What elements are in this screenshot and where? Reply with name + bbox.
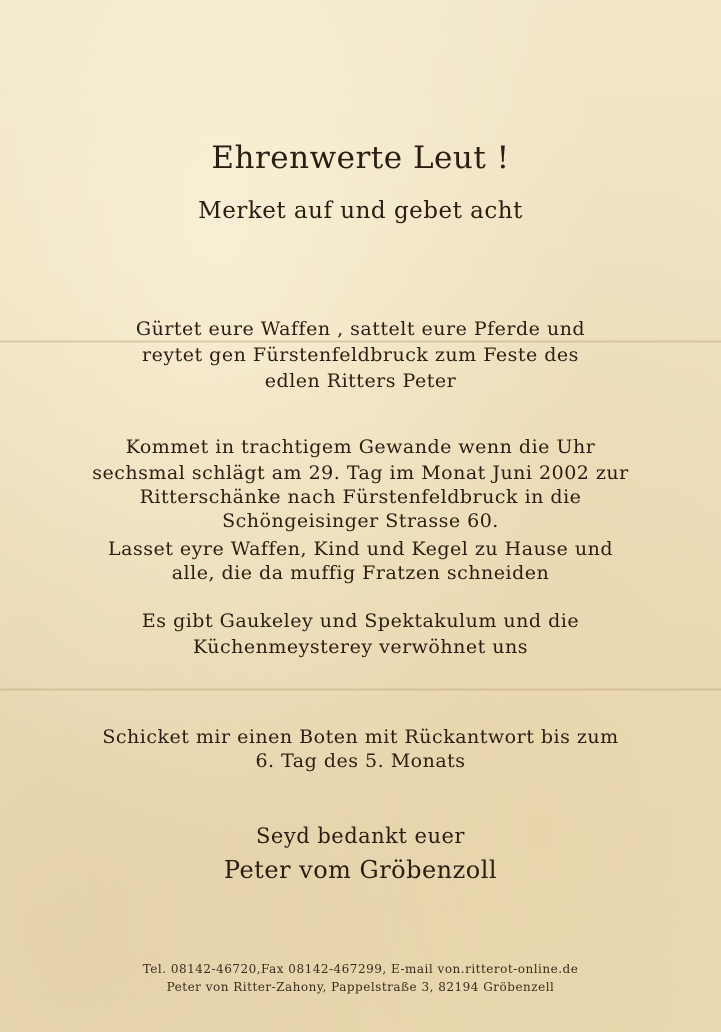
- paragraph-line: Schicket mir einen Boten mit Rückantwort bis zum: [102, 726, 619, 748]
- footer-contact: Tel. 08142-46720,Fax 08142-467299, E-mail von.ritterot-online.de: [142, 962, 579, 976]
- paragraph-line: alle, die da muffig Fratzen schneiden: [171, 562, 550, 584]
- paragraph-line: 6. Tag des 5. Monats: [255, 750, 466, 772]
- paper-fold-line: [0, 340, 721, 343]
- paragraph-line: Kommet in trachtigem Gewande wenn die Uhr: [125, 436, 596, 458]
- paragraph-line: Ritterschänke nach Fürstenfeldbruck in die: [139, 486, 582, 508]
- letter-subtitle: Merket auf und gebet acht: [198, 198, 523, 224]
- paragraph-line: Schöngeisinger Strasse 60.: [222, 510, 499, 532]
- footer-address: Peter von Ritter-Zahony, Pappelstraße 3, 82194 Gröbenzell: [166, 980, 555, 994]
- closing-line: Seyd bedankt euer: [256, 824, 465, 848]
- letter-title: Ehrenwerte Leut !: [211, 140, 510, 176]
- paragraph-line: sechsmal schlägt am 29. Tag im Monat Juni 2002 zur: [92, 462, 629, 484]
- paragraph-line: Küchenmeysterey verwöhnet uns: [193, 636, 528, 658]
- paragraph-line: Es gibt Gaukeley und Spektakulum und die: [141, 610, 580, 632]
- paragraph-line: Lasset eyre Waffen, Kind und Kegel zu Hause und: [108, 538, 613, 560]
- paragraph-line: Gürtet eure Waffen , sattelt eure Pferde und: [135, 318, 586, 340]
- paragraph-line: edlen Ritters Peter: [264, 370, 457, 392]
- signature: Peter vom Gröbenzoll: [223, 856, 498, 884]
- paper-fold-line: [0, 688, 721, 691]
- paragraph-line: reytet gen Fürstenfeldbruck zum Feste des: [142, 344, 579, 366]
